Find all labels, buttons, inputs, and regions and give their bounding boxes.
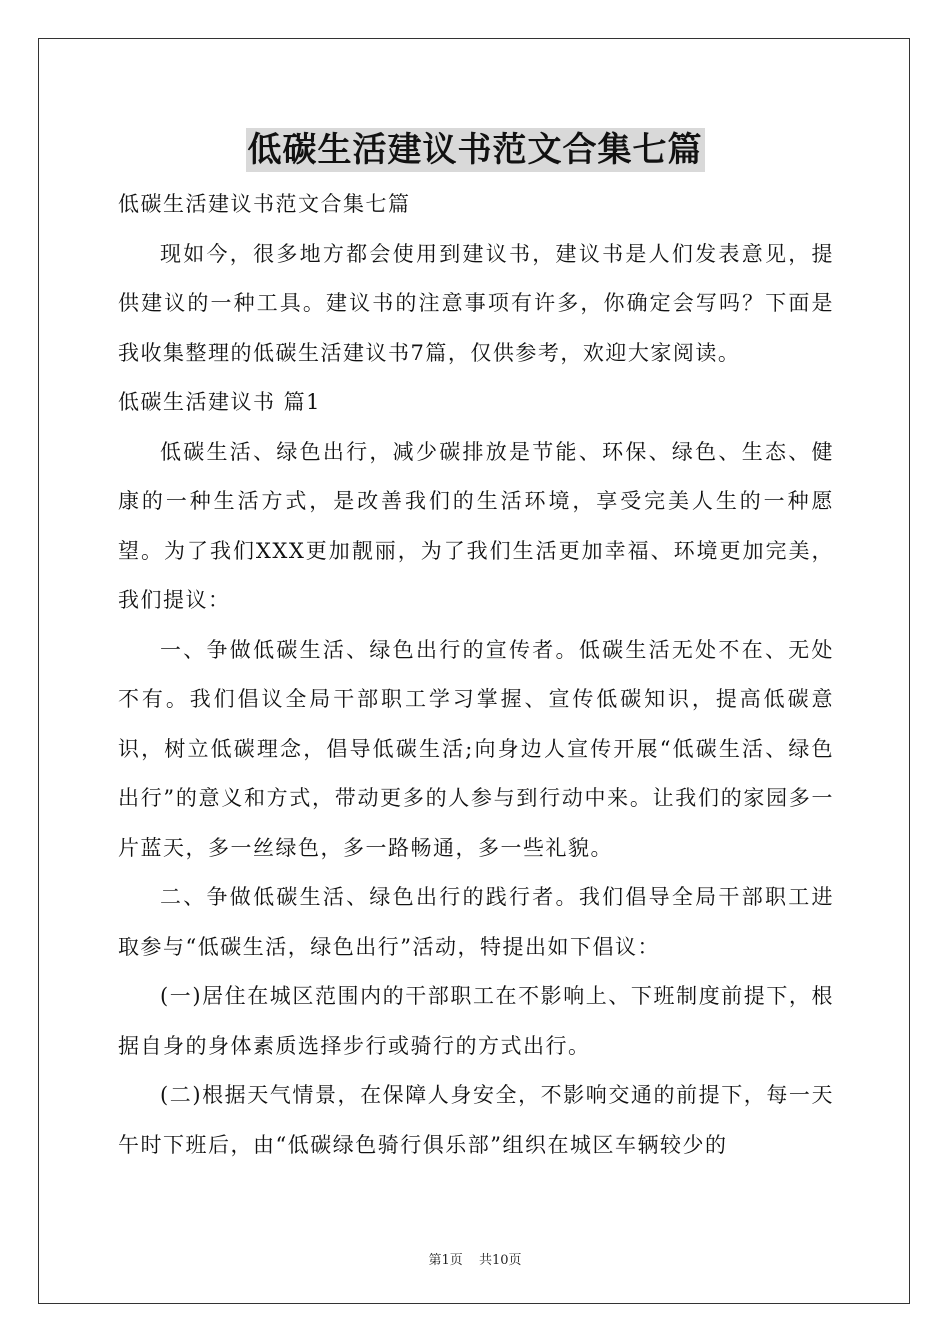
paragraph: 现如今，很多地方都会使用到建议书，建议书是人们发表意见，提供建议的一种工具。建议书的注意事项有许多，你确定会写吗？下面是我收集整理的低碳生活建议书7篇，仅供参考，欢迎大家阅读。 (118, 241, 834, 365)
paragraph: (二)根据天气情景，在保障人身安全，不影响交通的前提下，每一天午时下班后，由“低碳绿色骑行俱乐部”组织在城区车辆较少的 (118, 1083, 834, 1157)
paragraph: 二、争做低碳生活、绿色出行的践行者。我们倡导全局干部职工进取参与“低碳生活，绿色出行”活动，特提出如下倡议： (118, 885, 834, 959)
page-total: 共10页 (478, 1253, 522, 1268)
paragraph: (一)居住在城区范围内的干部职工在不影响上、下班制度前提下，根据自身的身体素质选择步行或骑行的方式出行。 (118, 984, 834, 1058)
paragraph: 一、争做低碳生活、绿色出行的宣传者。低碳生活无处不在、无处不有。我们倡议全局干部职工学习掌握、宣传低碳知识，提高低碳意识，树立低碳理念，倡导低碳生活;向身边人宣传开展“低碳生活、绿色出行”的意义和方式，带动更多的人参与到行动中来。让我们的家园多一片蓝天，多一丝绿色，多一路畅通，多一些礼貌。 (118, 637, 834, 860)
paragraph: 低碳生活、绿色出行，减少碳排放是节能、环保、绿色、生态、健康的一种生活方式，是改善我们的生活环境，享受完美人生的一种愿望。为了我们XXX更加靓丽，为了我们生活更加幸福、环境更加完美，我们提议： (118, 439, 834, 612)
page-footer (0, 1249, 950, 1268)
document-title-container (0, 128, 950, 172)
document-title: 低碳生活建议书范文合集七篇 (247, 130, 703, 170)
document-body (118, 180, 834, 1170)
page-number: 第1页 (428, 1253, 463, 1268)
paragraph: 低碳生活建议书 篇1 (118, 390, 322, 414)
paragraph: 低碳生活建议书范文合集七篇 (118, 192, 411, 216)
